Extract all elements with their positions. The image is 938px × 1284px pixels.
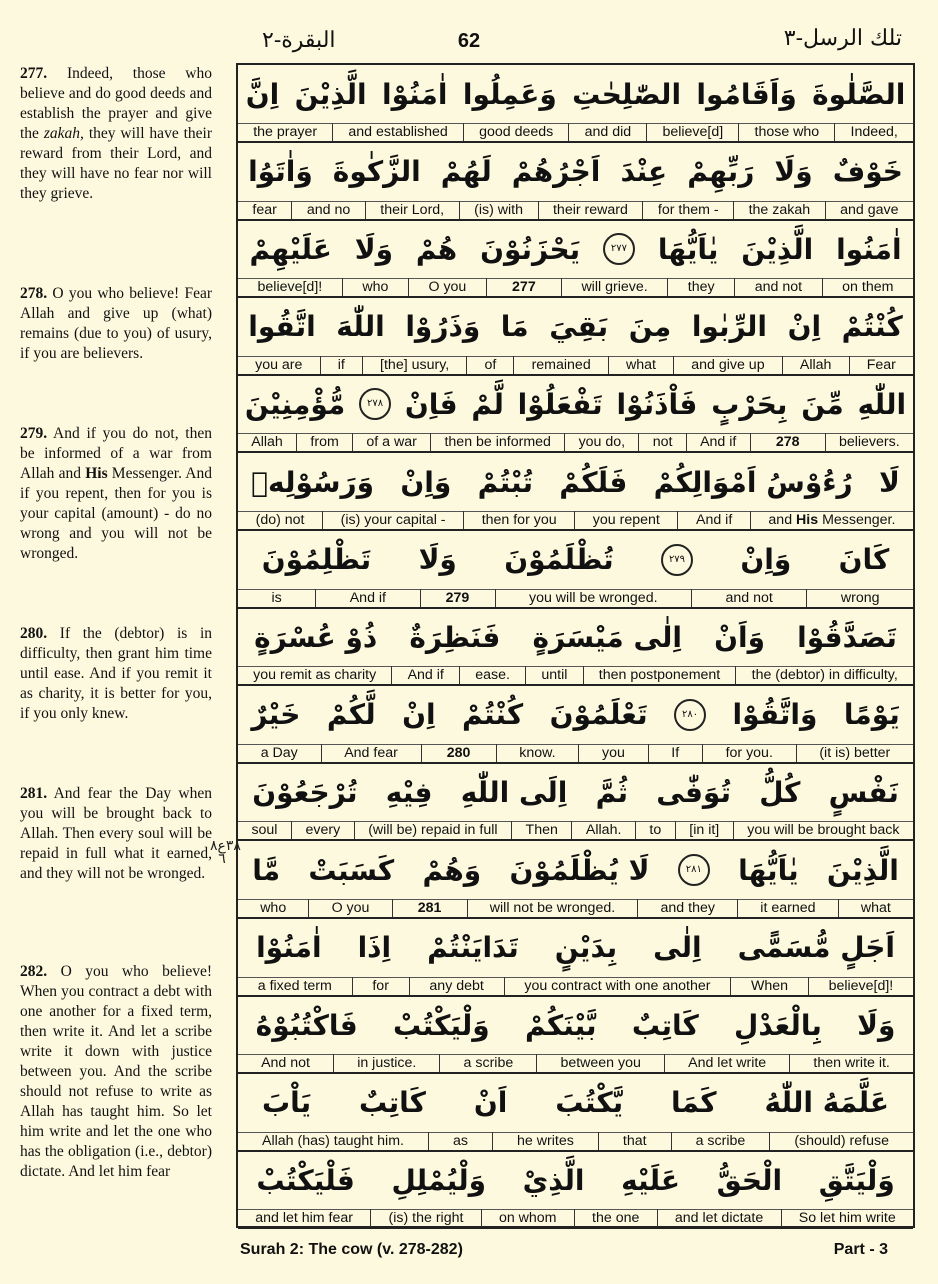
arabic-word: تُرْجَعُوْنَ	[252, 775, 358, 809]
arabic-word: بِالْعَدْلِ	[734, 1008, 822, 1042]
gloss-cell: a Day	[260, 744, 298, 761]
verse-row	[238, 453, 913, 531]
arabic-word: فَلْيَكْتُبْ	[256, 1163, 355, 1197]
gloss-cell: you will be brought back	[733, 821, 913, 839]
gloss-cell: So let him write	[781, 1209, 914, 1227]
arabic-word: فَلَكُمْ	[559, 465, 628, 499]
arabic-word: بِحَرْبٍ	[711, 387, 788, 421]
arabic-word: اِنْ	[787, 310, 822, 344]
arabic-word: عَلَّمَهُ اللّٰهُ	[764, 1086, 890, 1120]
ayah-end-marker: ٢٧٩	[661, 544, 693, 576]
gloss-cell: believe[d]	[646, 123, 738, 141]
verse-row	[238, 686, 913, 764]
arabic-word: لَهُمْ	[440, 155, 492, 189]
gloss-cell: (should) refuse	[769, 1132, 913, 1150]
page-number: 62	[457, 30, 481, 52]
arabic-word: خَيْرٌ	[251, 698, 301, 732]
gloss-cell: then write it.	[789, 1054, 913, 1072]
arabic-word: فَاِنْ	[404, 387, 458, 421]
arabic-word: تَدَايَنْتُمْ	[427, 931, 519, 965]
gloss-line	[238, 589, 913, 609]
gloss-line	[238, 1209, 913, 1229]
gloss-cell: (is) with	[459, 201, 538, 219]
gloss-cell: and gave	[825, 201, 913, 219]
arabic-line	[238, 531, 913, 590]
arabic-word: وَاِنْ	[740, 543, 792, 577]
gloss-cell: And if	[391, 666, 459, 684]
gloss-cell: any debt	[409, 977, 504, 995]
arabic-word: وَلْيُمْلِلِ	[391, 1163, 486, 1197]
gloss-cell: And let write	[664, 1054, 789, 1072]
arabic-word: وَاَقَامُوا	[696, 77, 797, 111]
gloss-cell: it earned	[737, 899, 838, 917]
gloss-cell: fear	[252, 201, 277, 218]
gloss-cell: of	[466, 356, 513, 374]
arabic-word: وَلَا	[418, 543, 457, 577]
arabic-word: الرِّبٰوا	[691, 310, 768, 344]
gloss-cell: as	[428, 1132, 492, 1150]
gloss-cell: you are	[255, 356, 303, 373]
gloss-cell: on them	[822, 278, 913, 296]
arabic-word: الَّذِيْنَ	[826, 853, 899, 887]
gloss-cell: for them -	[642, 201, 733, 219]
arabic-word: اٰمَنُوْا	[381, 77, 448, 111]
arabic-word: الزَّكٰوةَ	[332, 155, 421, 189]
verse-number-cell: 280	[421, 744, 496, 762]
gloss-cell: their reward	[538, 201, 643, 219]
arabic-word: وَعَمِلُوا	[462, 77, 557, 111]
arabic-word: نَفْسٍ	[828, 775, 899, 809]
gloss-cell: and let dictate	[657, 1209, 781, 1227]
gloss-cell: and no	[291, 201, 364, 219]
arabic-word: بَقِيَ	[549, 310, 609, 344]
gloss-cell: (will be) repaid in full	[354, 821, 511, 839]
gloss-cell: you do,	[564, 433, 638, 451]
arabic-word: اِنَّ	[245, 77, 280, 111]
gloss-line	[238, 744, 913, 764]
verse-row	[238, 531, 913, 609]
gloss-cell: and let him fear	[255, 1210, 353, 1227]
gloss-cell: they	[667, 278, 734, 296]
verse-text: And if you do not, then be informed of a war from Allah and His Messenger. And if you repent, then for you is your capital (amount) - do no wrong and you will not be wronged.	[20, 425, 212, 562]
gloss-cell: and established	[332, 123, 463, 141]
gloss-cell: then for you	[463, 511, 574, 529]
arabic-word: هُمْ	[415, 232, 458, 266]
arabic-line	[238, 65, 913, 124]
arabic-word: وَاِنْ	[400, 465, 452, 499]
gloss-line	[238, 201, 913, 221]
gloss-cell: you remit as charity	[253, 667, 377, 684]
arabic-line	[238, 298, 913, 357]
gloss-cell: in justice.	[333, 1054, 439, 1072]
arabic-word: تُظْلَمُوْنَ	[504, 543, 614, 577]
gloss-cell: (is) the right	[370, 1209, 480, 1227]
word-by-word-grid	[236, 63, 915, 1228]
arabic-word: يَاْبَ	[261, 1086, 312, 1120]
gloss-cell: O you	[408, 278, 486, 296]
arabic-word: رُءُوْسُ اَمْوَالِكُمْ	[653, 465, 853, 499]
gloss-cell: a scribe	[671, 1132, 770, 1150]
arabic-word: وَهُمْ	[422, 853, 482, 887]
verse-text: O you who believe! When you contract a debt with one another for a fixed term, then write it. And let a scribe write it down with justice between you. And the scribe should not refuse to write as Allah has taught him. So let him write and let the one who has the obligation (i.e., debtor) dictate. And let him fear	[20, 963, 212, 1180]
arabic-line	[238, 1074, 913, 1133]
ayah-end-marker: ٢٨١	[678, 854, 710, 886]
gloss-cell: for you.	[702, 744, 796, 762]
arabic-word: عَلَيْهِمْ	[249, 232, 332, 266]
gloss-cell: Indeed,	[834, 123, 913, 141]
arabic-word: اللّٰهَ	[336, 310, 385, 344]
footer-surah-reference: Surah 2: The cow (v. 278-282)	[240, 1241, 463, 1258]
gloss-line	[238, 123, 913, 143]
ayah-end-marker: ٢٧٨	[359, 388, 391, 420]
gloss-cell: believe[d]!	[257, 279, 323, 296]
verse-row	[238, 298, 913, 376]
arabic-line	[238, 841, 913, 900]
arabic-word: لَا يُظْلَمُوْنَ	[509, 853, 650, 887]
gloss-cell: the prayer	[253, 124, 318, 140]
arabic-word: اِنْ	[402, 698, 436, 732]
ayah-end-marker: ٢٨٠	[674, 699, 706, 731]
arabic-line	[238, 996, 913, 1055]
gloss-cell: then be informed	[430, 433, 564, 451]
gloss-cell: who	[342, 278, 408, 296]
arabic-word: اَجْرُهُمْ	[511, 155, 601, 189]
arabic-word: لَّكُمْ	[326, 698, 376, 732]
arabic-word: تَفْعَلُوْا	[517, 387, 603, 421]
gloss-cell: If	[648, 744, 702, 762]
gloss-cell: And if	[686, 433, 750, 451]
gloss-line	[238, 511, 913, 531]
arabic-word: يٰاَيُّهَا	[657, 232, 719, 266]
gloss-cell: of a war	[352, 433, 430, 451]
gloss-cell: (is) your capital -	[322, 511, 463, 529]
gloss-cell: that	[598, 1132, 671, 1150]
gloss-cell: then postponement	[583, 666, 736, 684]
arabic-word: يٰاَيُّهَا	[738, 853, 799, 887]
gloss-cell: [the] usury,	[362, 356, 466, 374]
gloss-cell: believe[d]!	[808, 977, 913, 995]
arabic-word: اَجَلٍ مُّسَمًّى	[737, 931, 896, 965]
gloss-cell: the one	[574, 1209, 657, 1227]
gloss-cell: soul	[251, 822, 278, 839]
verse-row	[238, 996, 913, 1074]
verse-number: 280.	[20, 625, 48, 642]
arabic-word: اٰمَنُوْا	[256, 931, 322, 965]
arabic-word: الصَّلٰوةَ	[812, 77, 906, 111]
arabic-word: اِلٰى	[653, 931, 702, 965]
gloss-cell: (do) not	[255, 512, 305, 528]
verse-row	[238, 919, 913, 997]
gloss-cell: When	[730, 977, 808, 995]
verse-text: And fear the Day when you will be brought back to Allah. Then every soul will be repaid in full what it earned, and they will not be wronged.	[20, 785, 212, 882]
arabic-line	[238, 686, 913, 745]
arabic-word: مُّؤْمِنِيْنَ	[244, 387, 346, 421]
arabic-word: عَلَيْهِ	[621, 1163, 681, 1197]
verse-281-translation	[20, 784, 212, 884]
arabic-word: تُوَفّٰى	[656, 775, 731, 809]
gloss-cell: Fear	[849, 356, 913, 374]
gloss-line	[238, 1132, 913, 1152]
gloss-line	[238, 977, 913, 997]
gloss-cell: their Lord,	[365, 201, 459, 219]
gloss-cell: not	[638, 433, 685, 451]
gloss-cell: Allah	[251, 434, 283, 451]
gloss-cell: (it is) better	[796, 744, 913, 762]
gloss-cell: for	[352, 977, 409, 995]
verse-row	[238, 375, 913, 453]
verse-number: 278.	[20, 285, 48, 302]
arabic-word: اَنْ	[473, 1086, 508, 1120]
verse-280-translation	[20, 624, 212, 724]
gloss-line	[238, 899, 913, 919]
verse-number: 281.	[20, 785, 48, 802]
gloss-cell: know.	[496, 744, 579, 762]
arabic-word: وَلَا	[774, 155, 813, 189]
arabic-word: وَلَا	[354, 232, 393, 266]
arabic-word: تَعْلَمُوْنَ	[549, 698, 648, 732]
gloss-cell: if	[320, 356, 362, 374]
verse-row	[238, 1151, 913, 1229]
arabic-line	[238, 608, 913, 667]
gloss-cell: will not be wronged.	[467, 899, 638, 917]
arabic-word: فَنَظِرَةٌ	[409, 620, 501, 654]
gloss-cell: good deeds	[463, 123, 568, 141]
arabic-line	[238, 919, 913, 978]
gloss-cell: and they	[637, 899, 737, 917]
gloss-cell: and His Messenger.	[750, 511, 913, 529]
arabic-word: لَا	[878, 465, 900, 499]
gloss-cell: you	[578, 744, 647, 762]
gloss-cell: on whom	[481, 1209, 574, 1227]
gloss-cell: Allah.	[571, 821, 635, 839]
arabic-word: يَحْزَنُوْنَ	[480, 232, 581, 266]
arabic-word: وَاتَّقُوْا	[732, 698, 818, 732]
verse-number-cell: 279	[420, 589, 495, 607]
arabic-line	[238, 763, 913, 822]
arabic-word: ذُوْ عُسْرَةٍ	[254, 620, 378, 654]
arabic-word: اتَّقُوا	[248, 310, 316, 344]
gloss-cell: And if	[315, 589, 419, 607]
verse-278-translation	[20, 284, 212, 364]
gloss-cell: [in it]	[675, 821, 733, 839]
footer-part: Part - 3	[833, 1241, 888, 1258]
verse-row	[238, 608, 913, 686]
gloss-cell: you repent	[574, 511, 677, 529]
verse-row	[238, 1074, 913, 1152]
arabic-word: تَصَدَّقُوْا	[797, 620, 897, 654]
gloss-cell: a fixed term	[257, 977, 332, 994]
arabic-word: مَا	[500, 310, 529, 344]
arabic-word: كَاتِبٌ	[359, 1086, 426, 1120]
arabic-line	[238, 453, 913, 512]
arabic-word: كُلُّ	[759, 775, 801, 809]
arabic-word: كَمَا	[671, 1086, 717, 1120]
arabic-word: بَّيْنَكُمْ	[524, 1008, 597, 1042]
gloss-line	[238, 278, 913, 298]
gloss-cell: wrong	[806, 589, 913, 607]
gloss-line	[238, 821, 913, 841]
arabic-word: يَّكْتُبَ	[555, 1086, 624, 1120]
verse-row	[238, 841, 913, 919]
gloss-cell: the zakah	[733, 201, 825, 219]
gloss-cell: ease.	[459, 666, 525, 684]
verse-text: O you who believe! Fear Allah and give up (what) remains (due to you) of usury, if you are believers.	[20, 285, 213, 362]
gloss-line	[238, 1054, 913, 1074]
arabic-word: مِنَ	[628, 310, 672, 344]
verse-number: 277.	[20, 65, 48, 82]
arabic-word: عِنْدَ	[620, 155, 668, 189]
arabic-word: الَّذِيْنَ	[294, 77, 367, 111]
gloss-line	[238, 356, 913, 376]
gloss-cell: and not	[734, 278, 821, 296]
arabic-word: وَلْيَكْتُبْ	[393, 1008, 490, 1042]
verse-number: 282.	[20, 963, 48, 980]
gloss-cell: those who	[738, 123, 834, 141]
arabic-word: الَّذِيْنَ	[741, 232, 814, 266]
gloss-cell: what	[608, 356, 673, 374]
arabic-word: فَاْذَنُوْا	[616, 387, 698, 421]
gloss-cell: you will be wronged.	[495, 589, 692, 607]
gloss-cell: And not	[261, 1055, 310, 1072]
gloss-cell: who	[260, 900, 287, 916]
gloss-cell: until	[525, 666, 582, 684]
verse-row	[238, 220, 913, 298]
gloss-cell: Allah (has) taught him.	[262, 1132, 404, 1149]
arabic-word: وَرَسُوْلِهٖ	[251, 465, 375, 499]
gloss-cell: and not	[691, 589, 806, 607]
gloss-line	[238, 433, 913, 453]
gloss-cell: from	[296, 433, 352, 451]
verse-text: If the (debtor) is in difficulty, then grant him time until ease. And if you remit it as charity, it is better for you, if you only knew.	[20, 625, 213, 722]
arabic-word: وَاٰتَوُا	[248, 155, 313, 189]
arabic-word: اِلَى اللّٰهِ	[460, 775, 568, 809]
arabic-word: مَّا	[252, 853, 281, 887]
gloss-cell: and give up	[673, 356, 782, 374]
gloss-cell: a scribe	[439, 1054, 536, 1072]
gloss-cell: Then	[511, 821, 571, 839]
arabic-word: تُبْتُمْ	[477, 465, 533, 499]
arabic-word: اِلٰى مَيْسَرَةٍ	[532, 620, 682, 654]
gloss-cell: the (debtor) in difficulty,	[735, 666, 913, 684]
arabic-line	[238, 143, 913, 202]
arabic-word: خَوْفٌ	[832, 155, 903, 189]
arabic-word: ثُمَّ	[595, 775, 629, 809]
arabic-word: وَلَا	[857, 1008, 896, 1042]
gloss-cell: what	[838, 899, 913, 917]
verse-279-translation	[20, 424, 212, 564]
verse-number-cell: 281	[392, 899, 467, 917]
arabic-word: اٰمَنُوا	[836, 232, 902, 266]
gloss-line	[238, 666, 913, 686]
arabic-word: يَوْمًا	[843, 698, 900, 732]
arabic-word: وَاَنْ	[714, 620, 765, 654]
gloss-cell: between you	[536, 1054, 664, 1072]
gloss-cell: is	[271, 589, 282, 606]
arabic-word: كَانَ	[838, 543, 890, 577]
arabic-line	[238, 220, 913, 279]
gloss-cell: and did	[568, 123, 646, 141]
header-surah-name: البقرة-٢	[262, 28, 336, 53]
arabic-word: بِدَيْنٍ	[554, 931, 618, 965]
gloss-cell: remained	[513, 356, 607, 374]
arabic-word: كُنْتُمْ	[841, 310, 903, 344]
arabic-line	[238, 1151, 913, 1210]
gloss-cell: to	[635, 821, 675, 839]
verse-number-cell: 277	[486, 278, 561, 296]
arabic-word: وَذَرُوْا	[405, 310, 481, 344]
arabic-word: فِيْهِ	[385, 775, 433, 809]
gloss-cell: every	[291, 821, 354, 839]
gloss-cell: will grieve.	[561, 278, 667, 296]
verse-number: 279.	[20, 425, 48, 442]
gloss-cell: you contract with one another	[504, 977, 731, 995]
arabic-word: كَاتِبٌ	[631, 1008, 699, 1042]
arabic-line	[238, 375, 913, 434]
verse-row	[238, 763, 913, 841]
gloss-cell: Allah	[782, 356, 849, 374]
gloss-cell: he writes	[492, 1132, 598, 1150]
arabic-word: الْحَقُّ	[716, 1163, 783, 1197]
gloss-cell: believers.	[825, 433, 913, 451]
verse-row	[238, 65, 913, 143]
verse-number-cell: 278	[750, 433, 825, 451]
gloss-cell: And fear	[321, 744, 421, 762]
arabic-word: تَظْلِمُوْنَ	[261, 543, 372, 577]
verse-row	[238, 143, 913, 221]
gloss-cell: And if	[677, 511, 749, 529]
arabic-word: اِذَا	[357, 931, 392, 965]
verse-282-translation	[20, 962, 212, 1182]
arabic-word: رَبِّهِمْ	[687, 155, 755, 189]
ayah-end-marker: ٢٧٧	[603, 233, 635, 265]
header-part-name: تلك الرسل-٣	[783, 26, 902, 51]
arabic-word: كَسَبَتْ	[308, 853, 395, 887]
arabic-word: اللّٰهِ	[857, 387, 907, 421]
arabic-word: الَّذِيْ	[522, 1163, 585, 1197]
arabic-word: الصّٰلِحٰتِ	[572, 77, 682, 111]
arabic-word: مِّنَ	[801, 387, 844, 421]
verse-text: Indeed, those who believe and do good deeds and establish the prayer and give the zakah, they will have their reward from their Lord, and they will have no fear nor will they grieve.	[20, 65, 213, 202]
verse-277-translation	[20, 64, 212, 204]
arabic-word: وَلْيَتَّقِ	[818, 1163, 895, 1197]
arabic-word: كُنْتُمْ	[462, 698, 524, 732]
arabic-word: لَّمْ	[471, 387, 504, 421]
ruku-marker: ٣٨ع٨ ٦	[210, 838, 241, 867]
gloss-cell: O you	[308, 899, 391, 917]
arabic-word: فَاكْتُبُوْهُ	[255, 1008, 358, 1042]
